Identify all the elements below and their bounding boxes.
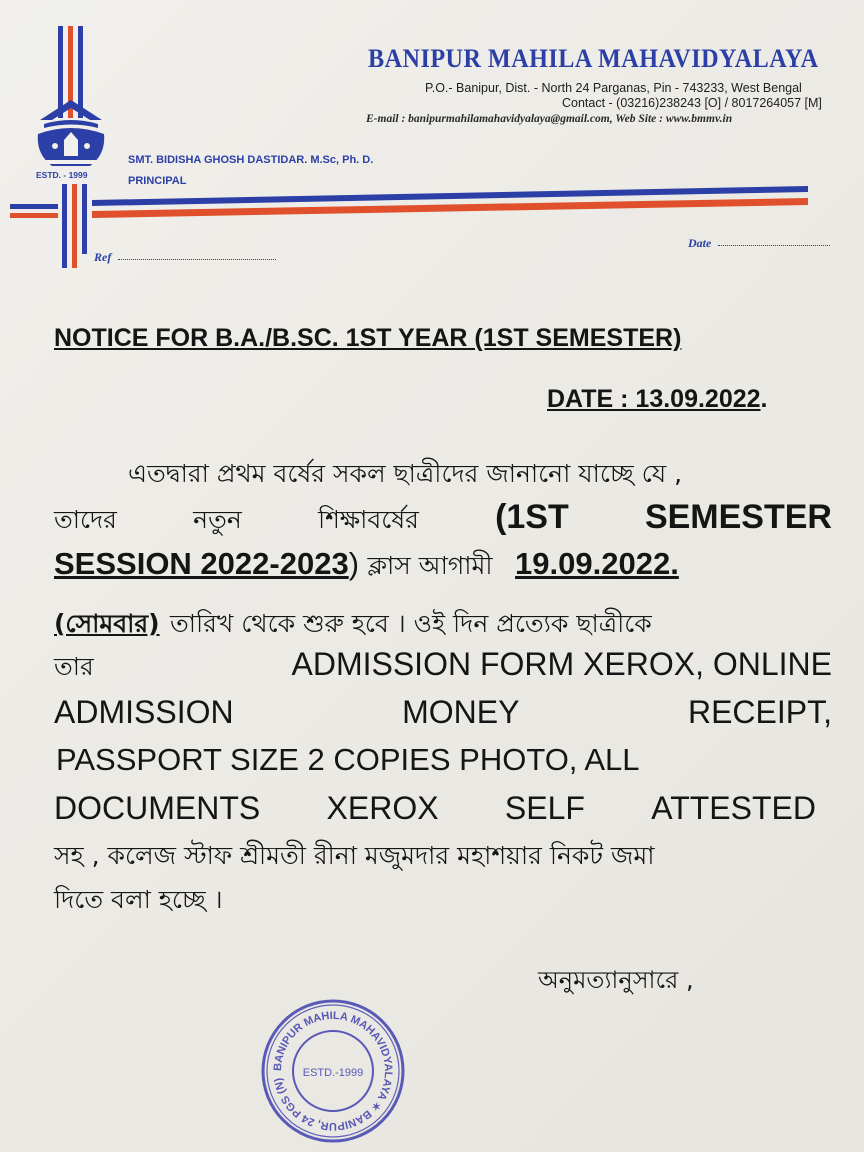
line2-word: শিক্ষাবর্ষের <box>317 505 419 534</box>
line2-word: নতুন <box>193 505 242 534</box>
principal-name: SMT. BIDISHA GHOSH DASTIDAR. M.Sc, Ph. D. <box>128 154 374 166</box>
line8-word: DOCUMENTS <box>54 790 261 826</box>
notice-title: NOTICE FOR B.A./B.SC. 1ST YEAR (1ST SEMESTER) <box>54 324 682 352</box>
body-line-2 <box>54 498 832 543</box>
college-logo <box>30 94 112 184</box>
line8-word: ATTESTED <box>651 790 816 826</box>
body-line-9: সহ , কলেজ স্টাফ শ্রীমতী রীনা মজুমদার মহাশয়ার নিকট জমা <box>54 841 655 870</box>
start-date: 19.09.2022. <box>515 546 679 581</box>
date-label: Date <box>688 236 712 250</box>
stamp-ring-text: BANIPUR MAHILA MAHAVIDYALAYA ✶ BANIPUR, 24 PGS (N) <box>271 1009 395 1133</box>
date-line <box>718 244 830 246</box>
college-email-web: E-mail : banipurmahilamahavidyalaya@gmail.com, Web Site : www.bmmv.in <box>366 113 733 125</box>
line6-word: ADMISSION <box>54 694 234 730</box>
body-line-7: PASSPORT SIZE 2 COPIES PHOTO, ALL <box>56 742 640 777</box>
weekday-text: (সোমবার) <box>54 609 160 638</box>
line2-word: তাদের <box>54 505 117 534</box>
line5-bn: তার <box>54 652 94 681</box>
college-contact: Contact - (03216)238243 [O] / 8017264057 [M] <box>562 96 822 110</box>
body-line-5 <box>54 646 832 690</box>
svg-text:BANIPUR MAHILA MAHAVIDYALAYA ✶ <box>258 996 394 1132</box>
session-paren: ) <box>348 546 360 581</box>
line5-en: ADMISSION FORM XEROX, ONLINE <box>291 646 832 682</box>
body-line-3 <box>54 546 679 589</box>
ref-line <box>118 258 276 260</box>
line6-word: RECEIPT, <box>687 694 832 730</box>
college-stamp <box>258 996 408 1146</box>
body-line-1: এতদ্বারা প্রথম বর্ষের সকল ছাত্রীদের জানানো যাচ্ছে যে , <box>128 459 683 488</box>
line8-word: XEROX <box>326 790 439 826</box>
body-line-4 <box>54 604 652 647</box>
ref-label: Ref <box>94 250 112 264</box>
logo-estd: ESTD. - 1999 <box>36 170 88 180</box>
letterhead-decoration <box>0 0 864 280</box>
body-line-10: দিতে বলা হচ্ছে । <box>54 885 223 914</box>
college-address: P.O.- Banipur, Dist. - North 24 Parganas, Pin - 743233, West Bengal <box>425 81 802 95</box>
body-line-8 <box>54 790 816 827</box>
line8-word: SELF <box>504 790 585 826</box>
body-line-6 <box>54 694 832 731</box>
line2-word: (1ST <box>495 498 569 536</box>
notice-date <box>547 385 768 414</box>
stamp-estd: ESTD.-1999 <box>302 1067 364 1079</box>
notice-date-text: DATE : 13.09.2022 <box>547 385 761 413</box>
college-name: BANIPUR MAHILA MAHAVIDYALAYA <box>368 44 819 73</box>
principal-title: PRINCIPAL <box>128 175 187 187</box>
line4-rest: তারিখ থেকে শুরু হবে । ওই দিন প্রত্যেক ছাত্রীকে <box>170 609 652 638</box>
session-text: SESSION 2022-2023 <box>54 546 349 581</box>
closing-text: অনুমত্যানুসারে , <box>538 966 694 994</box>
class-from-text: ক্লাস আগামী <box>367 551 493 580</box>
line6-word: MONEY <box>402 694 520 730</box>
notice-date-suffix: . <box>760 385 768 413</box>
line2-word: SEMESTER <box>644 498 832 536</box>
